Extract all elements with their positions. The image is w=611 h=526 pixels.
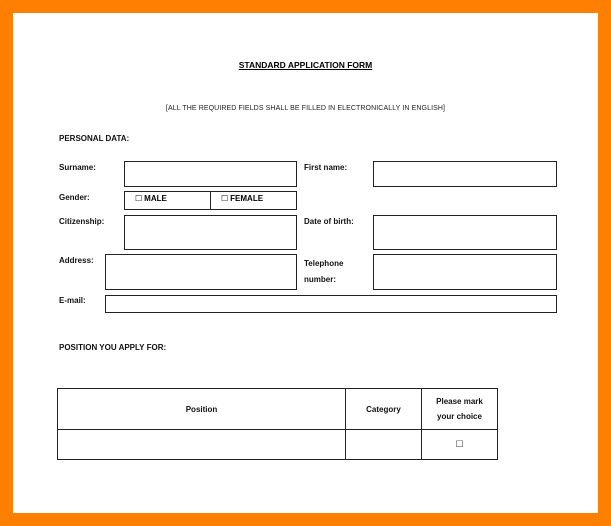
gender-label: Gender:	[59, 193, 90, 202]
first-name-label: First name:	[304, 163, 348, 172]
gender-option-female[interactable]	[211, 192, 263, 209]
date-of-birth-field[interactable]	[373, 215, 557, 250]
telephone-label-line1: Telephone	[304, 259, 344, 268]
position-table-row	[58, 430, 498, 460]
category-cell[interactable]	[346, 430, 422, 460]
telephone-field[interactable]	[373, 254, 557, 290]
telephone-label-line2: number:	[304, 275, 336, 284]
first-name-field[interactable]	[373, 161, 557, 187]
gender-option-male[interactable]	[125, 192, 211, 209]
male-checkbox[interactable]: ☐	[135, 194, 143, 203]
position-table	[57, 388, 498, 460]
choice-cell[interactable]	[422, 430, 498, 460]
telephone-label	[304, 256, 343, 288]
application-form-page	[13, 13, 598, 513]
choice-header-line2: your choice	[437, 412, 482, 421]
form-instruction: [ALL THE REQUIRED FIELDS SHALL BE FILLED IN ELECTRONICALLY IN ENGLISH]	[165, 105, 446, 112]
surname-field[interactable]	[124, 161, 297, 187]
choice-header-line1: Please mark	[436, 397, 483, 406]
email-label: E-mail:	[59, 296, 86, 305]
position-cell[interactable]	[58, 430, 346, 460]
female-checkbox[interactable]: ☐	[221, 194, 229, 203]
position-heading: POSITION YOU APPLY FOR:	[59, 343, 167, 352]
date-of-birth-label: Date of birth:	[304, 217, 354, 226]
form-title: STANDARD APPLICATION FORM	[238, 60, 373, 70]
personal-data-heading: PERSONAL DATA:	[59, 134, 130, 143]
email-field[interactable]	[105, 295, 557, 313]
surname-label: Surname:	[59, 163, 96, 172]
male-label: MALE	[144, 194, 167, 203]
address-label: Address:	[59, 256, 94, 265]
position-column-header: Position	[58, 389, 346, 430]
gender-field	[124, 191, 297, 210]
category-column-header: Category	[346, 389, 422, 430]
address-field[interactable]	[105, 254, 297, 290]
citizenship-label: Citizenship:	[59, 217, 105, 226]
citizenship-field[interactable]	[124, 215, 297, 250]
choice-checkbox[interactable]: ☐	[455, 439, 464, 449]
position-table-header-row	[58, 389, 498, 430]
female-label: FEMALE	[230, 194, 264, 203]
choice-column-header	[422, 389, 498, 430]
